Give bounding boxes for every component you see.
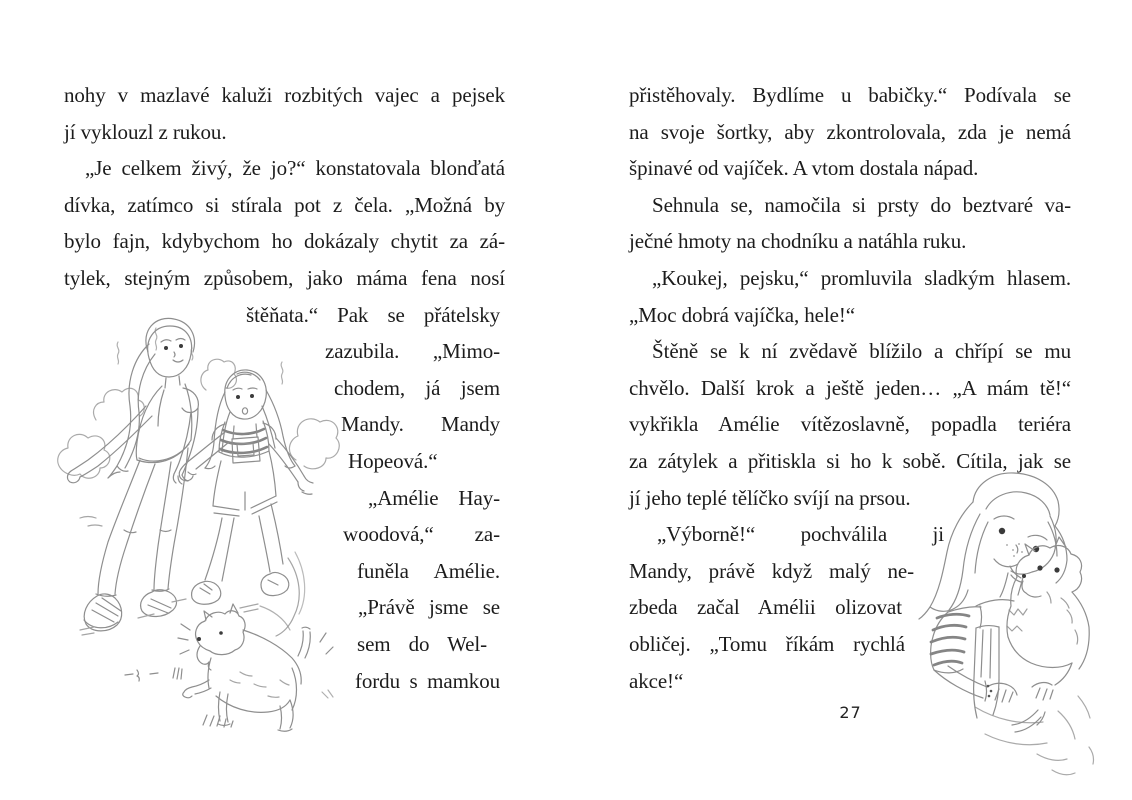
text-line: Sehnula se, namočila si prsty do beztvaré va-: [652, 193, 1071, 217]
text-line: štěňata.“ Pak se přátelsky: [246, 303, 500, 327]
text-line: chodem, já jsem: [334, 376, 500, 400]
text-line: „Výborně!“ pochválila ji: [657, 522, 944, 546]
text-line: obličej. „Tomu říkám rychlá: [629, 632, 905, 656]
text-line: dívka, zatímco si stírala pot z čela. „Možná by: [64, 193, 505, 217]
text-line: za zátylek a přitiskla si ho k sobě. Cítila, jak se: [629, 449, 1071, 473]
text-line: woodová,“ za-: [343, 522, 500, 546]
text-line: vykřikla Amélie vítězoslavně, popadla teriéra: [629, 412, 1071, 436]
text-line: zazubila. „Mimo-: [325, 339, 500, 363]
text-line: sem do Wel-: [357, 632, 487, 656]
text-line: „Moc dobrá vajíčka, hele!“: [629, 303, 855, 327]
text-line: Hopeová.“: [348, 449, 438, 473]
text-line: na svoje šortky, aby zkontrolovala, zda je nemá: [629, 120, 1071, 144]
text-line: špinavé od vajíček. A vtom dostala nápad.: [629, 156, 979, 180]
text-line: fordu s mamkou: [355, 669, 500, 693]
text-line: „Amélie Hay-: [368, 486, 500, 510]
text-line: tylek, stejným způsobem, jako máma fena nosí: [64, 266, 505, 290]
text-line: přistěhovaly. Bydlíme u babičky.“ Podívala se: [629, 83, 1071, 107]
text-line: „Je celkem živý, že jo?“ konstatovala blonďatá: [85, 156, 505, 180]
text-line: chvělo. Další krok a ještě jeden… „A mám tě!“: [629, 376, 1071, 400]
text-line: jí vyklouzl z rukou.: [64, 120, 227, 144]
text-line: nohy v mazlavé kaluži rozbitých vajec a pejsek: [64, 83, 505, 107]
illustration-two-girls-and-puppy: [40, 300, 340, 750]
text-line: Mandy. Mandy: [341, 412, 500, 436]
text-line: „Koukej, pejsku,“ promluvila sladkým hlasem.: [652, 266, 1071, 290]
page-number: 27: [839, 703, 862, 722]
illustration-girl-hugging-puppy: [917, 460, 1132, 800]
text-line: bylo fajn, kdybychom ho dokázaly chytit za zá-: [64, 229, 505, 253]
text-line: Mandy, právě když malý ne-: [629, 559, 914, 583]
text-line: akce!“: [629, 669, 684, 693]
text-line: jí jeho teplé tělíčko svíjí na prsou.: [629, 486, 911, 510]
text-line: „Právě jsme se: [358, 595, 500, 619]
text-line: funěla Amélie.: [357, 559, 500, 583]
text-line: Štěně se k ní zvědavě blížilo a chřípí se mu: [652, 339, 1071, 363]
text-line: ječné hmoty na chodníku a natáhla ruku.: [629, 229, 967, 253]
text-line: zbeda začal Amélii olizovat: [629, 595, 902, 619]
